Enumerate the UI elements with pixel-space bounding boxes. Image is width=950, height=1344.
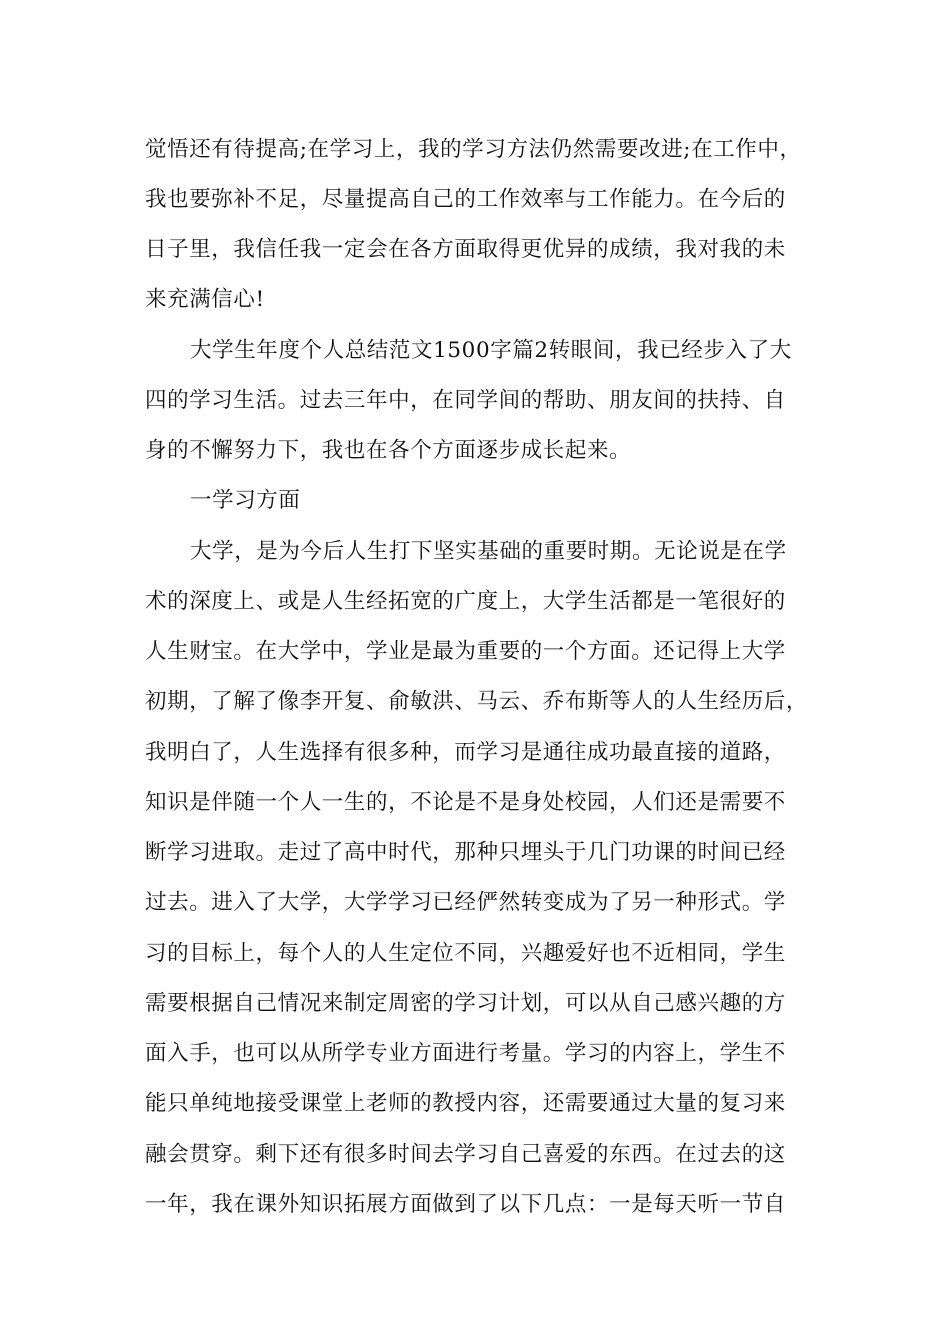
section-heading: 一学习方面: [190, 488, 301, 513]
text-line: 大学，是为今后人生打下坚实基础的重要时期。无论说是在学: [190, 539, 787, 564]
text-line: 融会贯穿。剩下还有很多时间去学习自己喜爱的东西。在过去的这: [145, 1142, 786, 1167]
paragraph-heading-line: 大学生年度个人总结范文1500字篇2转眼间，我已经步入了大: [190, 338, 792, 363]
text-line: 术的深度上、或是人生经拓宽的广度上，大学生活都是一笔很好的: [145, 589, 786, 614]
text-line: 需要根据自己情况来制定周密的学习计划，可以从自己感兴趣的方: [145, 991, 786, 1016]
text-line: 觉悟还有待提高;在学习上，我的学习方法仍然需要改进;在工作中，: [145, 137, 802, 162]
text-line: 四的学习生活。过去三年中，在同学间的帮助、朋友间的扶持、自: [145, 388, 786, 413]
text-line: 来充满信心!: [145, 287, 265, 312]
text-line: 日子里，我信任我一定会在各方面取得更优异的成绩，我对我的未: [145, 237, 786, 262]
text-line: 过去。进入了大学，大学学习已经俨然转变成为了另一种形式。学: [145, 890, 786, 915]
text-line: 面入手，也可以从所学专业方面进行考量。学习的内容上，学生不: [145, 1041, 786, 1066]
text-line: 习的目标上，每个人的人生定位不同，兴趣爱好也不近相同，学生: [145, 941, 786, 966]
text-line: 断学习进取。走过了高中时代，那种只埋头于几门功课的时间已经: [145, 840, 786, 865]
text-line: 我明白了，人生选择有很多种，而学习是通往成功最直接的道路，: [145, 740, 786, 765]
text-line: 身的不懈努力下，我也在各个方面逐步成长起来。: [145, 438, 632, 463]
text-line: 一年，我在课外知识拓展方面做到了以下几点：一是每天听一节自: [145, 1192, 786, 1217]
text-line: 能只单纯地接受课堂上老师的教授内容，还需要通过大量的复习来: [145, 1091, 786, 1116]
text-line: 初期，了解了像李开复、俞敏洪、马云、乔布斯等人的人生经历后，: [145, 689, 809, 714]
text-line: 人生财宝。在大学中，学业是最为重要的一个方面。还记得上大学: [145, 639, 786, 664]
text-line: 知识是伴随一个人一生的，不论是不是身处校园，人们还是需要不: [145, 790, 786, 815]
text-line: 我也要弥补不足，尽量提高自己的工作效率与工作能力。在今后的: [145, 187, 786, 212]
